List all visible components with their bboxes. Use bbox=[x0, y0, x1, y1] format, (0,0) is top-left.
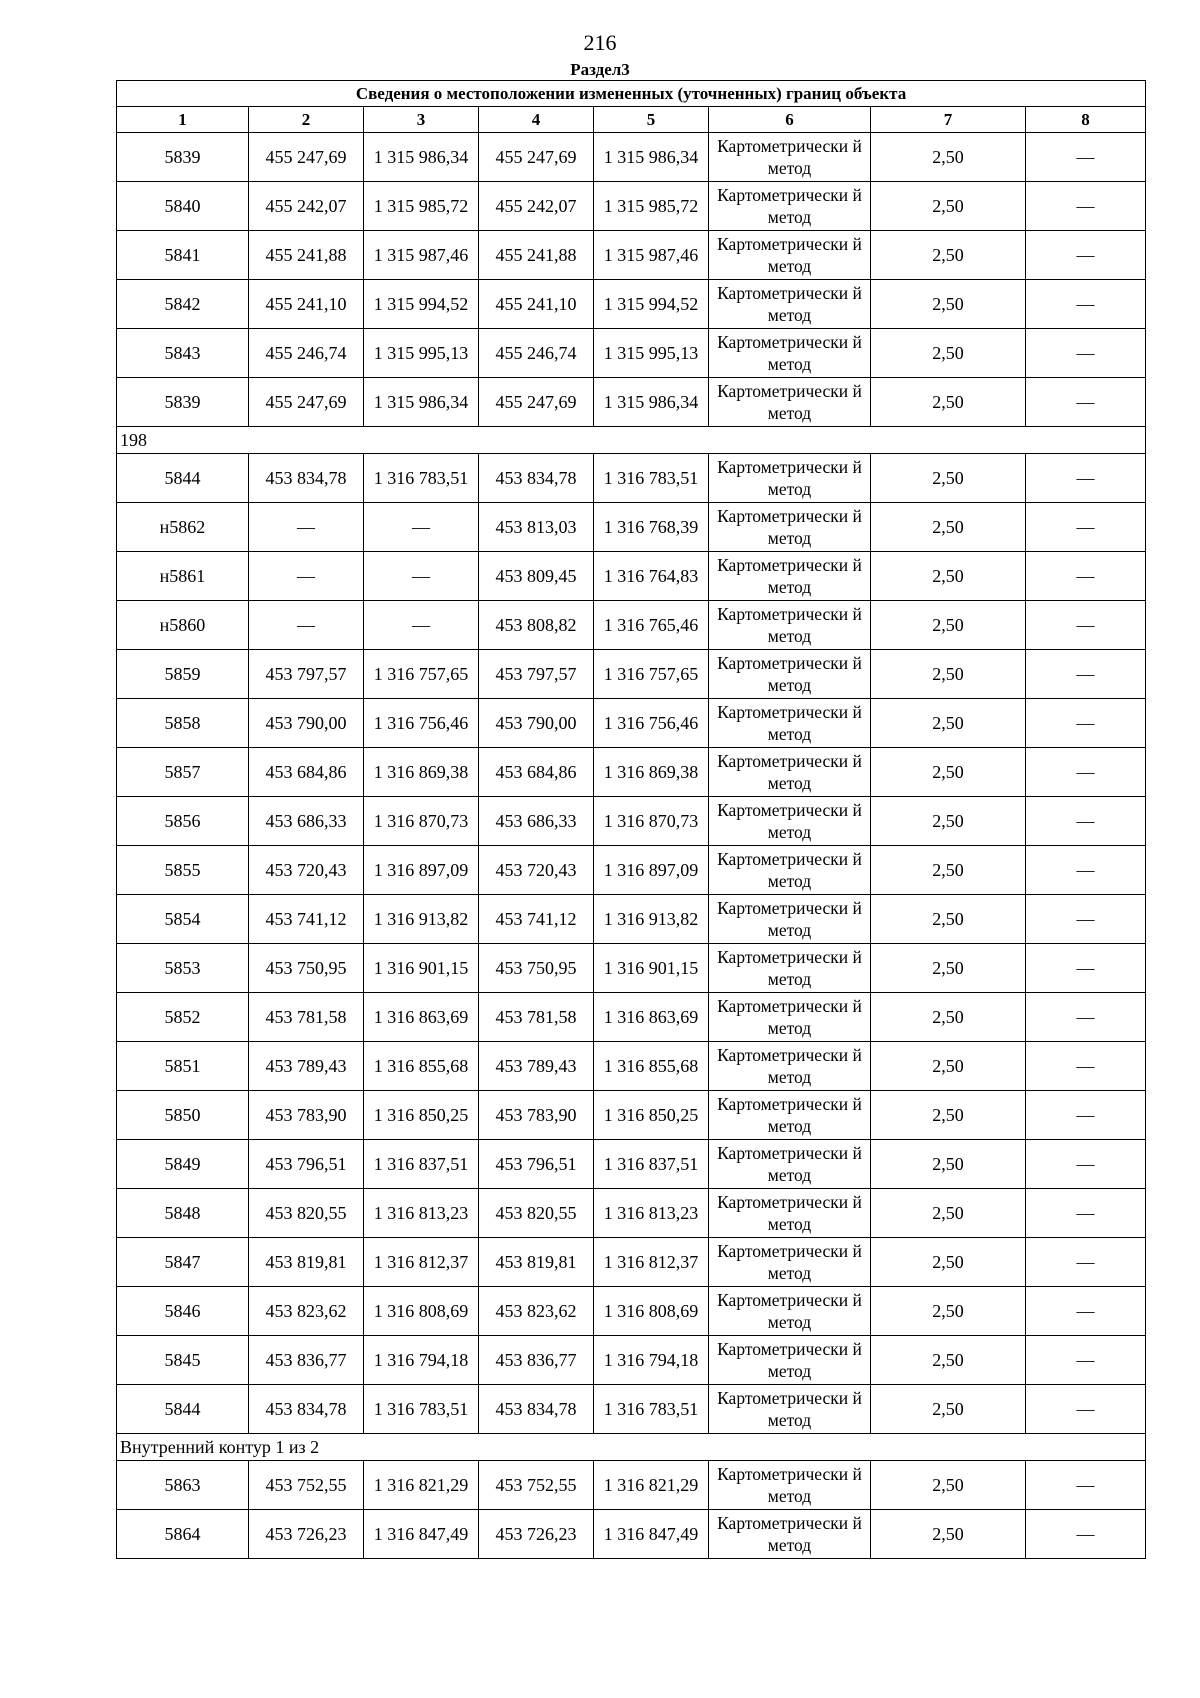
cell-new-x: 453 813,03 bbox=[479, 503, 594, 552]
cell-old-y: 1 316 756,46 bbox=[364, 699, 479, 748]
cell-old-x: 453 790,00 bbox=[249, 699, 364, 748]
cell-accuracy: 2,50 bbox=[871, 1287, 1026, 1336]
cell-old-y: 1 316 808,69 bbox=[364, 1287, 479, 1336]
cell-point-number: н5861 bbox=[117, 552, 249, 601]
section-title: Раздел3 bbox=[570, 60, 630, 79]
cell-method: Картометрически й метод bbox=[709, 650, 871, 699]
cell-new-x: 453 819,81 bbox=[479, 1238, 594, 1287]
cell-point-number: 5852 bbox=[117, 993, 249, 1042]
cell-point-number: 5845 bbox=[117, 1336, 249, 1385]
cell-old-x: 455 242,07 bbox=[249, 182, 364, 231]
cell-accuracy: 2,50 bbox=[871, 1461, 1026, 1510]
cell-description: — bbox=[1026, 280, 1146, 329]
cell-old-y: 1 316 913,82 bbox=[364, 895, 479, 944]
cell-new-y: 1 316 783,51 bbox=[594, 454, 709, 503]
table-row bbox=[117, 503, 1146, 552]
cell-accuracy: 2,50 bbox=[871, 1510, 1026, 1559]
cell-new-x: 455 242,07 bbox=[479, 182, 594, 231]
cell-new-y: 1 316 812,37 bbox=[594, 1238, 709, 1287]
table-row bbox=[117, 329, 1146, 378]
cell-description: — bbox=[1026, 993, 1146, 1042]
table-row bbox=[117, 1461, 1146, 1510]
cell-description: — bbox=[1026, 1140, 1146, 1189]
cell-new-y: 1 316 855,68 bbox=[594, 1042, 709, 1091]
cell-description: — bbox=[1026, 231, 1146, 280]
cell-old-x: 453 789,43 bbox=[249, 1042, 364, 1091]
cell-point-number: 5840 bbox=[117, 182, 249, 231]
cell-old-x: — bbox=[249, 503, 364, 552]
cell-point-number: 5855 bbox=[117, 846, 249, 895]
cell-description: — bbox=[1026, 1510, 1146, 1559]
cell-accuracy: 2,50 bbox=[871, 1091, 1026, 1140]
cell-description: — bbox=[1026, 895, 1146, 944]
cell-old-x: 453 741,12 bbox=[249, 895, 364, 944]
cell-method: Картометрически й метод bbox=[709, 378, 871, 427]
cell-description: — bbox=[1026, 378, 1146, 427]
cell-new-x: 453 834,78 bbox=[479, 454, 594, 503]
cell-point-number: н5860 bbox=[117, 601, 249, 650]
cell-description: — bbox=[1026, 1238, 1146, 1287]
cell-accuracy: 2,50 bbox=[871, 895, 1026, 944]
cell-method: Картометрически й метод bbox=[709, 454, 871, 503]
cell-old-y: 1 315 986,34 bbox=[364, 133, 479, 182]
cell-new-x: 453 726,23 bbox=[479, 1510, 594, 1559]
cell-old-x: 453 726,23 bbox=[249, 1510, 364, 1559]
cell-method: Картометрически й метод bbox=[709, 1042, 871, 1091]
cell-method: Картометрически й метод bbox=[709, 231, 871, 280]
cell-point-number: 5863 bbox=[117, 1461, 249, 1510]
cell-description: — bbox=[1026, 503, 1146, 552]
cell-point-number: 5842 bbox=[117, 280, 249, 329]
cell-new-y: 1 316 901,15 bbox=[594, 944, 709, 993]
cell-new-x: 453 686,33 bbox=[479, 797, 594, 846]
cell-old-y: 1 316 850,25 bbox=[364, 1091, 479, 1140]
cell-method: Картометрически й метод bbox=[709, 552, 871, 601]
cell-old-y: 1 316 901,15 bbox=[364, 944, 479, 993]
cell-description: — bbox=[1026, 748, 1146, 797]
cell-old-y: 1 316 794,18 bbox=[364, 1336, 479, 1385]
cell-new-x: 453 741,12 bbox=[479, 895, 594, 944]
cell-new-y: 1 316 768,39 bbox=[594, 503, 709, 552]
cell-old-y: — bbox=[364, 552, 479, 601]
column-number-7: 7 bbox=[871, 107, 1026, 133]
cell-method: Картометрически й метод bbox=[709, 503, 871, 552]
cell-new-y: 1 315 987,46 bbox=[594, 231, 709, 280]
cell-new-x: 453 781,58 bbox=[479, 993, 594, 1042]
cell-method: Картометрически й метод bbox=[709, 1287, 871, 1336]
cell-new-y: 1 316 850,25 bbox=[594, 1091, 709, 1140]
cell-accuracy: 2,50 bbox=[871, 797, 1026, 846]
cell-accuracy: 2,50 bbox=[871, 552, 1026, 601]
cell-old-x: 453 834,78 bbox=[249, 1385, 364, 1434]
cell-accuracy: 2,50 bbox=[871, 748, 1026, 797]
cell-method: Картометрически й метод bbox=[709, 748, 871, 797]
column-number-3: 3 bbox=[364, 107, 479, 133]
cell-accuracy: 2,50 bbox=[871, 182, 1026, 231]
table-row bbox=[117, 797, 1146, 846]
table-row bbox=[117, 1091, 1146, 1140]
cell-accuracy: 2,50 bbox=[871, 993, 1026, 1042]
cell-accuracy: 2,50 bbox=[871, 1385, 1026, 1434]
cell-method: Картометрически й метод bbox=[709, 699, 871, 748]
cell-accuracy: 2,50 bbox=[871, 329, 1026, 378]
cell-new-y: 1 315 994,52 bbox=[594, 280, 709, 329]
table-row bbox=[117, 1140, 1146, 1189]
cell-new-x: 453 823,62 bbox=[479, 1287, 594, 1336]
cell-new-y: 1 316 847,49 bbox=[594, 1510, 709, 1559]
cell-new-x: 455 247,69 bbox=[479, 133, 594, 182]
cell-old-y: 1 315 995,13 bbox=[364, 329, 479, 378]
cell-accuracy: 2,50 bbox=[871, 650, 1026, 699]
cell-point-number: 5857 bbox=[117, 748, 249, 797]
cell-old-x: 453 823,62 bbox=[249, 1287, 364, 1336]
cell-new-y: 1 316 821,29 bbox=[594, 1461, 709, 1510]
cell-point-number: 5856 bbox=[117, 797, 249, 846]
table-row bbox=[117, 182, 1146, 231]
cell-old-y: 1 316 783,51 bbox=[364, 1385, 479, 1434]
page-number: 216 bbox=[583, 30, 617, 55]
table-row bbox=[117, 231, 1146, 280]
cell-old-y: 1 316 837,51 bbox=[364, 1140, 479, 1189]
cell-old-y: 1 315 986,34 bbox=[364, 378, 479, 427]
cell-old-x: 453 684,86 bbox=[249, 748, 364, 797]
table-row bbox=[117, 699, 1146, 748]
cell-new-y: 1 316 870,73 bbox=[594, 797, 709, 846]
cell-old-x: — bbox=[249, 601, 364, 650]
cell-point-number: 5851 bbox=[117, 1042, 249, 1091]
cell-method: Картометрически й метод bbox=[709, 1461, 871, 1510]
cell-new-x: 453 820,55 bbox=[479, 1189, 594, 1238]
cell-accuracy: 2,50 bbox=[871, 1238, 1026, 1287]
cell-new-x: 453 797,57 bbox=[479, 650, 594, 699]
cell-new-y: 1 315 985,72 bbox=[594, 182, 709, 231]
table-row bbox=[117, 1385, 1146, 1434]
cell-old-x: 453 820,55 bbox=[249, 1189, 364, 1238]
cell-accuracy: 2,50 bbox=[871, 1189, 1026, 1238]
cell-new-y: 1 316 808,69 bbox=[594, 1287, 709, 1336]
cell-old-y: 1 315 985,72 bbox=[364, 182, 479, 231]
cell-description: — bbox=[1026, 182, 1146, 231]
cell-point-number: 5850 bbox=[117, 1091, 249, 1140]
table-row bbox=[117, 748, 1146, 797]
cell-new-x: 453 809,45 bbox=[479, 552, 594, 601]
cell-point-number: 5849 bbox=[117, 1140, 249, 1189]
cell-new-x: 455 241,88 bbox=[479, 231, 594, 280]
cell-point-number: 5858 bbox=[117, 699, 249, 748]
table-row bbox=[117, 1189, 1146, 1238]
coordinates-table bbox=[116, 80, 1146, 1559]
cell-accuracy: 2,50 bbox=[871, 699, 1026, 748]
group-label: Внутренний контур 1 из 2 bbox=[117, 1434, 1146, 1461]
cell-old-x: 453 781,58 bbox=[249, 993, 364, 1042]
cell-old-y: 1 316 855,68 bbox=[364, 1042, 479, 1091]
table-row bbox=[117, 993, 1146, 1042]
cell-old-y: 1 316 812,37 bbox=[364, 1238, 479, 1287]
cell-method: Картометрически й метод bbox=[709, 895, 871, 944]
cell-method: Картометрически й метод bbox=[709, 944, 871, 993]
cell-point-number: 5839 bbox=[117, 133, 249, 182]
table-row bbox=[117, 846, 1146, 895]
cell-method: Картометрически й метод bbox=[709, 993, 871, 1042]
cell-old-y: 1 315 994,52 bbox=[364, 280, 479, 329]
cell-new-y: 1 316 765,46 bbox=[594, 601, 709, 650]
cell-old-x: 453 686,33 bbox=[249, 797, 364, 846]
cell-accuracy: 2,50 bbox=[871, 1042, 1026, 1091]
cell-description: — bbox=[1026, 1336, 1146, 1385]
column-number-1: 1 bbox=[117, 107, 249, 133]
cell-old-x: 455 246,74 bbox=[249, 329, 364, 378]
group-row bbox=[117, 1434, 1146, 1461]
cell-description: — bbox=[1026, 1461, 1146, 1510]
cell-description: — bbox=[1026, 1189, 1146, 1238]
cell-method: Картометрически й метод bbox=[709, 133, 871, 182]
table-row bbox=[117, 1510, 1146, 1559]
cell-old-x: 455 247,69 bbox=[249, 133, 364, 182]
cell-new-x: 453 783,90 bbox=[479, 1091, 594, 1140]
cell-new-x: 453 684,86 bbox=[479, 748, 594, 797]
cell-accuracy: 2,50 bbox=[871, 280, 1026, 329]
cell-old-x: — bbox=[249, 552, 364, 601]
cell-description: — bbox=[1026, 846, 1146, 895]
cell-new-y: 1 315 986,34 bbox=[594, 378, 709, 427]
cell-accuracy: 2,50 bbox=[871, 378, 1026, 427]
cell-new-x: 455 246,74 bbox=[479, 329, 594, 378]
cell-old-y: 1 316 821,29 bbox=[364, 1461, 479, 1510]
cell-description: — bbox=[1026, 329, 1146, 378]
cell-new-y: 1 316 794,18 bbox=[594, 1336, 709, 1385]
cell-method: Картометрически й метод bbox=[709, 329, 871, 378]
cell-accuracy: 2,50 bbox=[871, 1140, 1026, 1189]
cell-point-number: 5848 bbox=[117, 1189, 249, 1238]
cell-old-y: 1 316 847,49 bbox=[364, 1510, 479, 1559]
table-row bbox=[117, 1336, 1146, 1385]
cell-old-y: — bbox=[364, 601, 479, 650]
cell-method: Картометрически й метод bbox=[709, 1385, 871, 1434]
cell-new-y: 1 316 756,46 bbox=[594, 699, 709, 748]
cell-new-y: 1 316 869,38 bbox=[594, 748, 709, 797]
cell-old-x: 455 247,69 bbox=[249, 378, 364, 427]
cell-old-y: 1 316 869,38 bbox=[364, 748, 479, 797]
cell-point-number: 5854 bbox=[117, 895, 249, 944]
cell-new-x: 453 752,55 bbox=[479, 1461, 594, 1510]
column-number-2: 2 bbox=[249, 107, 364, 133]
cell-old-y: 1 316 783,51 bbox=[364, 454, 479, 503]
cell-old-y: 1 316 813,23 bbox=[364, 1189, 479, 1238]
cell-new-x: 453 789,43 bbox=[479, 1042, 594, 1091]
cell-method: Картометрически й метод bbox=[709, 1189, 871, 1238]
table-row bbox=[117, 552, 1146, 601]
table-row bbox=[117, 601, 1146, 650]
cell-description: — bbox=[1026, 1385, 1146, 1434]
cell-accuracy: 2,50 bbox=[871, 601, 1026, 650]
cell-description: — bbox=[1026, 797, 1146, 846]
cell-new-y: 1 316 757,65 bbox=[594, 650, 709, 699]
cell-new-y: 1 316 837,51 bbox=[594, 1140, 709, 1189]
cell-description: — bbox=[1026, 133, 1146, 182]
table-row bbox=[117, 1042, 1146, 1091]
cell-accuracy: 2,50 bbox=[871, 231, 1026, 280]
cell-new-x: 453 836,77 bbox=[479, 1336, 594, 1385]
cell-old-x: 453 720,43 bbox=[249, 846, 364, 895]
table-row bbox=[117, 378, 1146, 427]
table-row bbox=[117, 895, 1146, 944]
cell-method: Картометрически й метод bbox=[709, 1238, 871, 1287]
cell-new-x: 455 241,10 bbox=[479, 280, 594, 329]
cell-accuracy: 2,50 bbox=[871, 503, 1026, 552]
cell-description: — bbox=[1026, 454, 1146, 503]
cell-old-x: 455 241,88 bbox=[249, 231, 364, 280]
cell-method: Картометрически й метод bbox=[709, 846, 871, 895]
table-row bbox=[117, 944, 1146, 993]
cell-description: — bbox=[1026, 1091, 1146, 1140]
group-label: 198 bbox=[117, 427, 1146, 454]
cell-old-y: — bbox=[364, 503, 479, 552]
table-row bbox=[117, 1238, 1146, 1287]
column-number-6: 6 bbox=[709, 107, 871, 133]
cell-point-number: н5862 bbox=[117, 503, 249, 552]
cell-method: Картометрически й метод bbox=[709, 1091, 871, 1140]
table-row bbox=[117, 454, 1146, 503]
cell-accuracy: 2,50 bbox=[871, 846, 1026, 895]
group-row bbox=[117, 427, 1146, 454]
cell-new-y: 1 316 913,82 bbox=[594, 895, 709, 944]
cell-new-x: 453 750,95 bbox=[479, 944, 594, 993]
cell-old-x: 453 750,95 bbox=[249, 944, 364, 993]
cell-accuracy: 2,50 bbox=[871, 133, 1026, 182]
cell-point-number: 5841 bbox=[117, 231, 249, 280]
table-body bbox=[117, 133, 1146, 1559]
cell-new-y: 1 316 813,23 bbox=[594, 1189, 709, 1238]
cell-method: Картометрически й метод bbox=[709, 601, 871, 650]
table-row bbox=[117, 133, 1146, 182]
cell-point-number: 5846 bbox=[117, 1287, 249, 1336]
cell-point-number: 5839 bbox=[117, 378, 249, 427]
cell-new-y: 1 316 863,69 bbox=[594, 993, 709, 1042]
cell-old-x: 453 752,55 bbox=[249, 1461, 364, 1510]
cell-new-x: 453 808,82 bbox=[479, 601, 594, 650]
column-number-row bbox=[117, 107, 1146, 133]
cell-old-y: 1 316 757,65 bbox=[364, 650, 479, 699]
cell-old-x: 455 241,10 bbox=[249, 280, 364, 329]
cell-old-y: 1 316 870,73 bbox=[364, 797, 479, 846]
cell-description: — bbox=[1026, 601, 1146, 650]
cell-method: Картометрически й метод bbox=[709, 280, 871, 329]
cell-old-x: 453 834,78 bbox=[249, 454, 364, 503]
cell-new-x: 453 720,43 bbox=[479, 846, 594, 895]
cell-old-y: 1 316 863,69 bbox=[364, 993, 479, 1042]
cell-point-number: 5844 bbox=[117, 1385, 249, 1434]
column-number-4: 4 bbox=[479, 107, 594, 133]
cell-method: Картометрически й метод bbox=[709, 1336, 871, 1385]
column-number-8: 8 bbox=[1026, 107, 1146, 133]
cell-new-x: 453 796,51 bbox=[479, 1140, 594, 1189]
cell-description: — bbox=[1026, 650, 1146, 699]
column-number-5: 5 bbox=[594, 107, 709, 133]
cell-old-y: 1 315 987,46 bbox=[364, 231, 479, 280]
cell-new-y: 1 316 897,09 bbox=[594, 846, 709, 895]
cell-new-y: 1 316 764,83 bbox=[594, 552, 709, 601]
table-caption: Сведения о местоположении измененных (уточненных) границ объекта bbox=[117, 81, 1146, 107]
cell-old-x: 453 819,81 bbox=[249, 1238, 364, 1287]
cell-method: Картометрически й метод bbox=[709, 797, 871, 846]
cell-new-y: 1 315 995,13 bbox=[594, 329, 709, 378]
cell-accuracy: 2,50 bbox=[871, 1336, 1026, 1385]
cell-old-y: 1 316 897,09 bbox=[364, 846, 479, 895]
cell-new-x: 453 790,00 bbox=[479, 699, 594, 748]
cell-new-x: 453 834,78 bbox=[479, 1385, 594, 1434]
cell-point-number: 5847 bbox=[117, 1238, 249, 1287]
cell-point-number: 5853 bbox=[117, 944, 249, 993]
cell-description: — bbox=[1026, 944, 1146, 993]
cell-point-number: 5859 bbox=[117, 650, 249, 699]
table-row bbox=[117, 1287, 1146, 1336]
cell-new-x: 455 247,69 bbox=[479, 378, 594, 427]
cell-old-x: 453 797,57 bbox=[249, 650, 364, 699]
cell-point-number: 5844 bbox=[117, 454, 249, 503]
cell-description: — bbox=[1026, 1042, 1146, 1091]
cell-accuracy: 2,50 bbox=[871, 944, 1026, 993]
cell-method: Картометрически й метод bbox=[709, 1140, 871, 1189]
cell-old-x: 453 783,90 bbox=[249, 1091, 364, 1140]
cell-old-x: 453 796,51 bbox=[249, 1140, 364, 1189]
cell-method: Картометрически й метод bbox=[709, 182, 871, 231]
cell-description: — bbox=[1026, 1287, 1146, 1336]
cell-new-y: 1 316 783,51 bbox=[594, 1385, 709, 1434]
table-row bbox=[117, 280, 1146, 329]
cell-old-x: 453 836,77 bbox=[249, 1336, 364, 1385]
cell-point-number: 5864 bbox=[117, 1510, 249, 1559]
cell-method: Картометрически й метод bbox=[709, 1510, 871, 1559]
cell-point-number: 5843 bbox=[117, 329, 249, 378]
cell-description: — bbox=[1026, 552, 1146, 601]
cell-accuracy: 2,50 bbox=[871, 454, 1026, 503]
table-row bbox=[117, 650, 1146, 699]
cell-new-y: 1 315 986,34 bbox=[594, 133, 709, 182]
cell-description: — bbox=[1026, 699, 1146, 748]
